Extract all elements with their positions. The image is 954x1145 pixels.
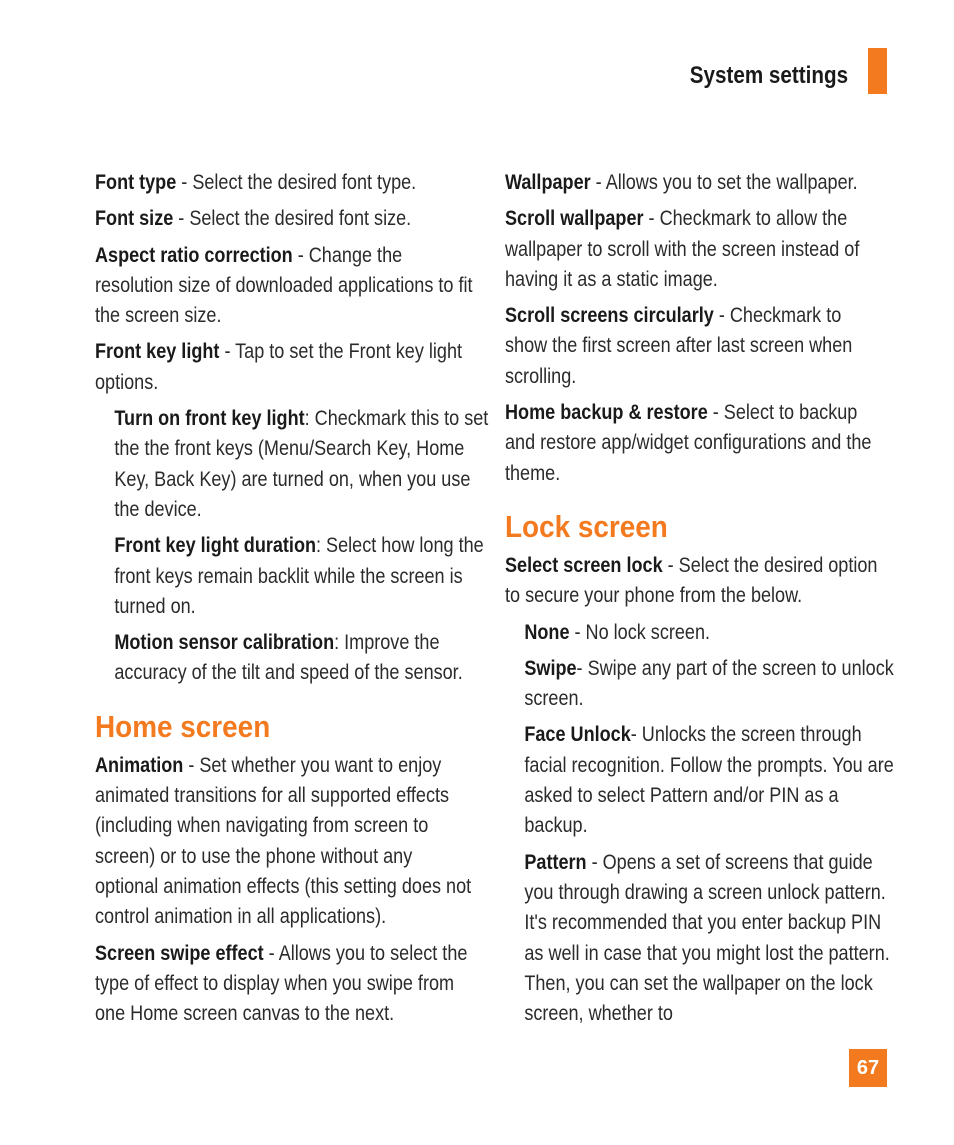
setting-text: - Select the desired font size.	[173, 207, 412, 231]
setting-term: Turn on front key light	[114, 407, 305, 431]
setting-description	[95, 204, 474, 234]
setting-text: - Set whether you want to enjoy animated transitions for all supported effects (including when navigating from screen to screen) or to use the phone without any optional animation effects (this setting does not control animation in all applications).	[95, 753, 472, 929]
setting-term: Select screen lock	[505, 553, 663, 577]
setting-text: - Select the desired option to secure your phone from the below.	[505, 553, 878, 608]
setting-text: - Allows you to set the wallpaper.	[590, 171, 858, 194]
setting-term: Scroll wallpaper	[505, 207, 644, 231]
setting-text: - Checkmark to show the first screen after last screen when scrolling.	[505, 304, 853, 388]
setting-term: Aspect ratio correction	[95, 243, 293, 267]
setting-text: - Unlocks the screen through facial recognition. Follow the prompts. You are asked to select Pattern and/or PIN as a backup.	[524, 723, 894, 838]
setting-description	[505, 168, 884, 198]
setting-text: - Select to backup and restore app/widget configurations and the theme.	[505, 401, 872, 485]
setting-description	[505, 398, 884, 489]
setting-term: Scroll screens circularly	[505, 304, 714, 328]
setting-text: - Allows you to select the type of effect to display when you swipe from one Home screen canvas to the next.	[95, 941, 468, 1026]
setting-text: - Swipe any part of the screen to unlock screen.	[524, 656, 894, 711]
setting-description	[95, 939, 474, 1030]
section-heading: Lock screen	[505, 508, 668, 544]
setting-term: Animation	[95, 753, 184, 777]
setting-description	[505, 654, 903, 715]
setting-description	[505, 720, 903, 841]
setting-description	[95, 751, 474, 933]
setting-description	[95, 404, 493, 525]
setting-text: - Checkmark to allow the wallpaper to scroll with the screen instead of having it as a static image.	[505, 207, 860, 291]
setting-text: - Change the resolution size of downloaded applications to fit the screen size.	[95, 243, 473, 328]
page-header-title: System settings	[689, 62, 848, 89]
header-accent-bar	[868, 48, 887, 94]
setting-term: Font size	[95, 207, 174, 231]
setting-description	[505, 301, 884, 392]
setting-term: Home backup & restore	[505, 401, 708, 425]
left-column	[95, 168, 489, 1035]
setting-text: - No lock screen.	[569, 620, 711, 644]
setting-text: - Tap to set the Front key light options.	[95, 340, 463, 394]
setting-description	[505, 848, 903, 1030]
setting-term: Wallpaper	[505, 171, 591, 194]
setting-description	[505, 618, 903, 648]
setting-description	[95, 241, 474, 332]
page-number: 67	[849, 1049, 887, 1087]
setting-term: Screen swipe effect	[95, 941, 264, 965]
setting-term: Pattern	[524, 850, 587, 874]
setting-description	[95, 628, 493, 689]
setting-text: : Checkmark this to set the the front keys (Menu/Search Key, Home Key, Back Key) are turned on, when you use the device.	[114, 407, 489, 521]
setting-text: - Opens a set of screens that guide you through drawing a screen unlock pattern. It's recommended that you enter backup PIN as well in case that you might lost the pattern. Then, you can set the wallpaper on the lock screen, whether to	[524, 850, 890, 1026]
setting-term: None	[524, 620, 570, 644]
setting-term: Font type	[95, 171, 177, 194]
setting-description	[505, 551, 884, 612]
right-column	[505, 168, 894, 1035]
setting-text: : Select how long the front keys remain backlit while the screen is turned on.	[114, 534, 484, 618]
setting-term: Motion sensor calibration	[114, 631, 335, 655]
setting-term: Front key light	[95, 340, 220, 364]
setting-term: Face Unlock	[524, 723, 631, 747]
setting-description	[95, 531, 493, 622]
setting-term: Swipe	[524, 656, 577, 680]
setting-text: - Select the desired font type.	[176, 171, 417, 194]
section-heading: Home screen	[95, 708, 271, 744]
setting-description	[505, 204, 884, 295]
setting-text: : Improve the accuracy of the tilt and speed of the sensor.	[114, 631, 463, 685]
setting-description	[95, 168, 474, 198]
setting-description	[95, 337, 474, 398]
setting-term: Front key light duration	[114, 534, 317, 558]
